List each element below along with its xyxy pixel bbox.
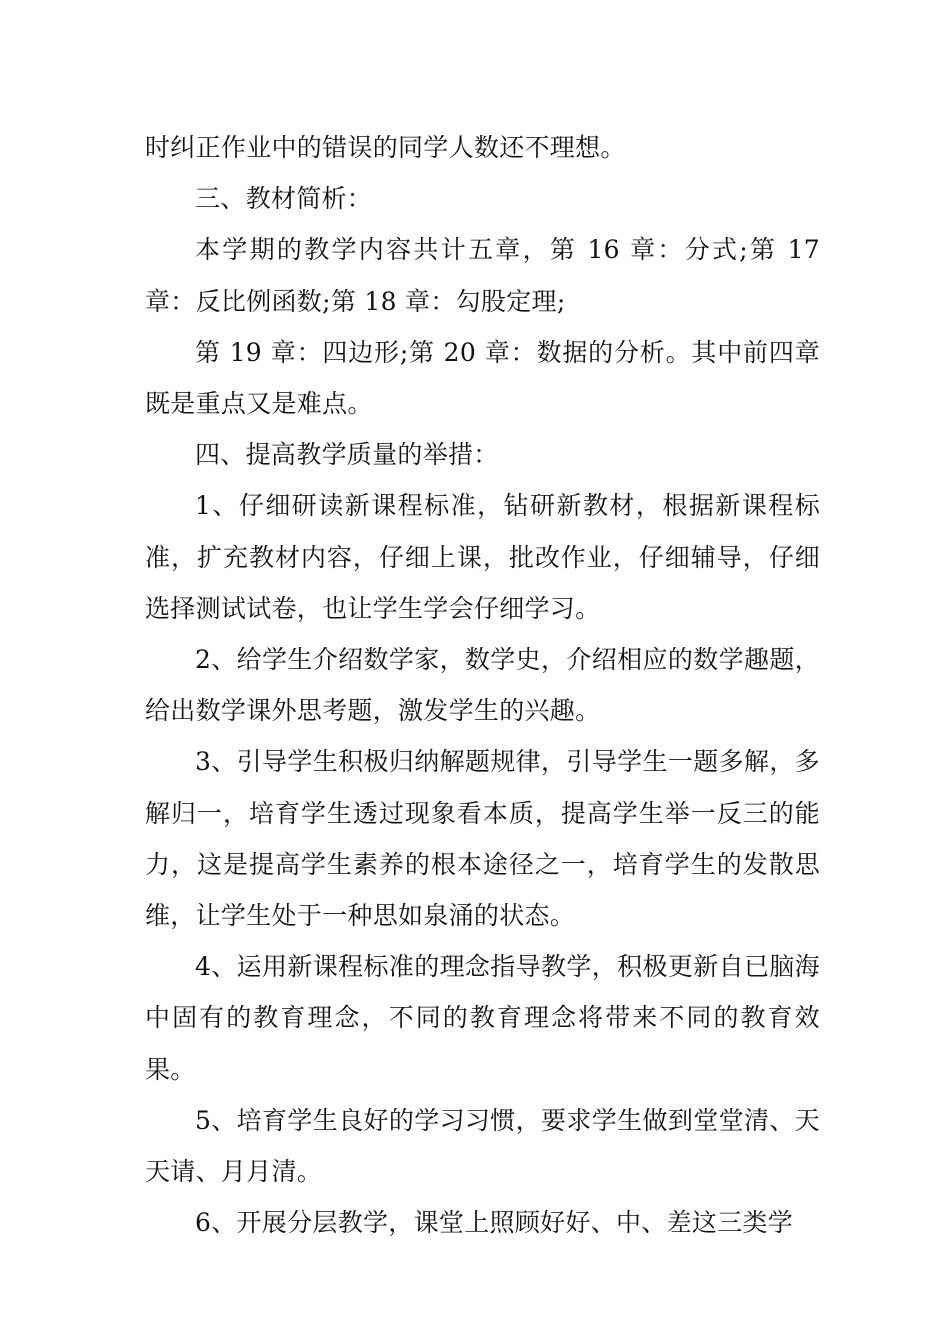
document-body <box>145 122 820 1248</box>
list-item-4: 4、运用新课程标准的理念指导教学，积极更新自已脑海中固有的教育理念，不同的教育理念将带来不同的教育效果。 <box>145 952 820 1084</box>
section-heading-textbook-analysis: 三、教材简析： <box>195 184 373 214</box>
list-item-2: 2、给学生介绍数学家，数学史，介绍相应的数学趣题，给出数学课外思考题，激发学生的兴趣。 <box>145 645 820 726</box>
list-item-1: 1、仔细研读新课程标准，钻研新教材，根据新课程标准，扩充教材内容，仔细上课，批改作业，仔细辅导，仔细选择测试试卷，也让学生学会仔细学习。 <box>145 491 820 623</box>
paragraph-continuation: 时纠正作业中的错误的同学人数还不理想。 <box>145 133 626 162</box>
paragraph-chapters: 本学期的教学内容共计五章，第 16 章：分式;第 17 章：反比例函数;第 18 章：勾股定理; <box>145 235 820 316</box>
section-heading-quality-measures: 四、提高教学质量的举措： <box>195 440 499 470</box>
paragraph-chapters-continued: 第 19 章：四边形;第 20 章：数据的分析。其中前四章既是重点又是难点。 <box>145 337 820 419</box>
list-item-3: 3、引导学生积极归纳解题规律，引导学生一题多解，多解归一，培育学生透过现象看本质，提高学生举一反三的能力，这是提高学生素养的根本途径之一，培育学生的发散思维，让学生处于一种思如泉涌的状态。 <box>145 747 820 931</box>
list-item-5: 5、培育学生良好的学习习惯，要求学生做到堂堂清、天天请、月月清。 <box>145 1105 820 1187</box>
list-item-6: 6、开展分层教学，课堂上照顾好好、中、差这三类学 <box>195 1208 794 1238</box>
